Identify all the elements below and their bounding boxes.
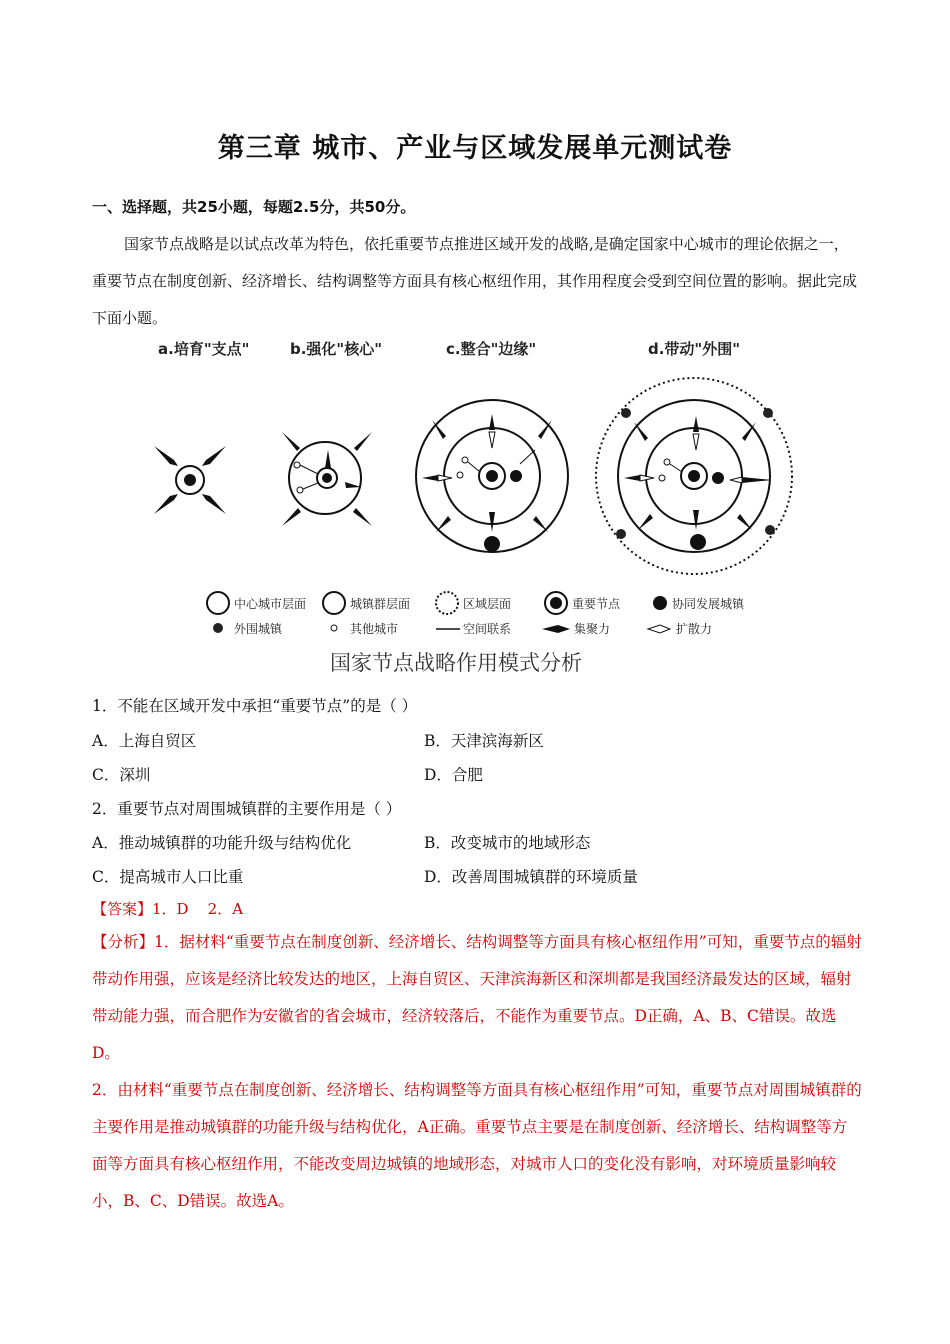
figure-caption: 国家节点战略作用模式分析 xyxy=(330,651,582,675)
question-2-option-c: C．提高城市人口比重 xyxy=(92,868,244,886)
legend-spatial-link: 空间联系 xyxy=(463,622,512,636)
question-1-option-a: A．上海自贸区 xyxy=(92,732,197,750)
question-1-option-b: B．天津滨海新区 xyxy=(424,732,544,750)
analysis-text-2: 2．由材料“重要节点在制度创新、经济增长、结构调整等方面具有核心枢纽作用”可知，重要节点对周围城镇群的主要作用是推动城镇群的功能升级与结构优化，A正确。重要节点主要是在制度创新、经济增长、结构调整等方面等方面具有核心枢纽作用，不能改变周边城镇的地域形态，对城市人口的变化没有影响，对环境质量影响较小，B、C、D错误。故选A。 xyxy=(92,1081,862,1210)
panel-title-b: b.强化"核心" xyxy=(290,340,383,358)
analysis-text-1: 1．据材料“重要节点在制度创新、经济增长、结构调整等方面具有核心枢纽作用”可知，重要节点的辐射带动作用强，应该是经济比较发达的地区，上海自贸区、天津滨海新区和深圳都是我国经济最发达的区域，辐射带动能力强，而合肥作为安徽省的省会城市，经济较落后，不能作为重要节点。D正确，A、B、C错误。故选D。 xyxy=(92,933,862,1062)
answer-text: 1．D 2．A xyxy=(152,900,244,918)
question-1-option-d: D．合肥 xyxy=(424,766,483,784)
panel-b-diagram xyxy=(282,432,372,526)
legend-agglomeration: 集聚力 xyxy=(574,622,611,636)
question-2-option-a: A．推动城镇群的功能升级与结构优化 xyxy=(92,834,352,852)
legend-region: 区域层面 xyxy=(463,597,512,611)
question-2-option-b: B．改变城市的地域形态 xyxy=(424,834,591,852)
page-title: 第三章 城市、产业与区域发展单元测试卷 xyxy=(217,133,733,164)
legend-other-city: 其他城市 xyxy=(350,622,399,636)
legend-peripheral-town: 外围城镇 xyxy=(234,622,283,636)
node-strategy-figure xyxy=(140,332,820,677)
analysis-paragraph-2 xyxy=(92,1072,862,1220)
intro-paragraph xyxy=(92,226,862,337)
legend-central-city: 中心城市层面 xyxy=(234,597,307,611)
panel-title-c: c.整合"边缘" xyxy=(446,340,537,358)
question-1-option-c: C．深圳 xyxy=(92,766,151,784)
legend-cooperative-town: 协同发展城镇 xyxy=(672,597,745,611)
panel-title-d: d.带动"外围" xyxy=(648,340,741,358)
panel-title-a: a.培育"支点" xyxy=(158,340,250,358)
analysis-label: 【分析】 xyxy=(92,933,155,951)
analysis-paragraph-1 xyxy=(92,924,862,1072)
question-2-stem: 2．重要节点对周围城镇群的主要作用是（ ） xyxy=(92,800,402,818)
answer-label: 【答案】 xyxy=(92,900,153,918)
answer-line xyxy=(92,898,243,919)
panel-c-diagram xyxy=(416,400,568,552)
question-1-stem: 1．不能在区域开发中承担“重要节点”的是（ ） xyxy=(92,697,418,715)
legend-town-group: 城镇群层面 xyxy=(350,597,411,611)
section-heading: 一、选择题，共25小题，每题2.5分，共50分。 xyxy=(92,198,416,216)
legend-diffusion: 扩散力 xyxy=(676,622,713,636)
question-2-option-d: D．改善周围城镇群的环境质量 xyxy=(424,868,638,886)
panel-d-diagram xyxy=(596,378,792,574)
analysis-block xyxy=(92,924,862,1220)
panel-a-diagram xyxy=(154,446,226,514)
figure-legend xyxy=(207,592,745,636)
legend-key-node: 重要节点 xyxy=(572,597,621,611)
intro-text: 国家节点战略是以试点改革为特色，依托重要节点推进区域开发的战略,是确定国家中心城市的理论依据之一，重要节点在制度创新、经济增长、结构调整等方面具有核心枢纽作用，其作用程度会受到空间位置的影响。据此完成下面小题。 xyxy=(92,235,858,327)
